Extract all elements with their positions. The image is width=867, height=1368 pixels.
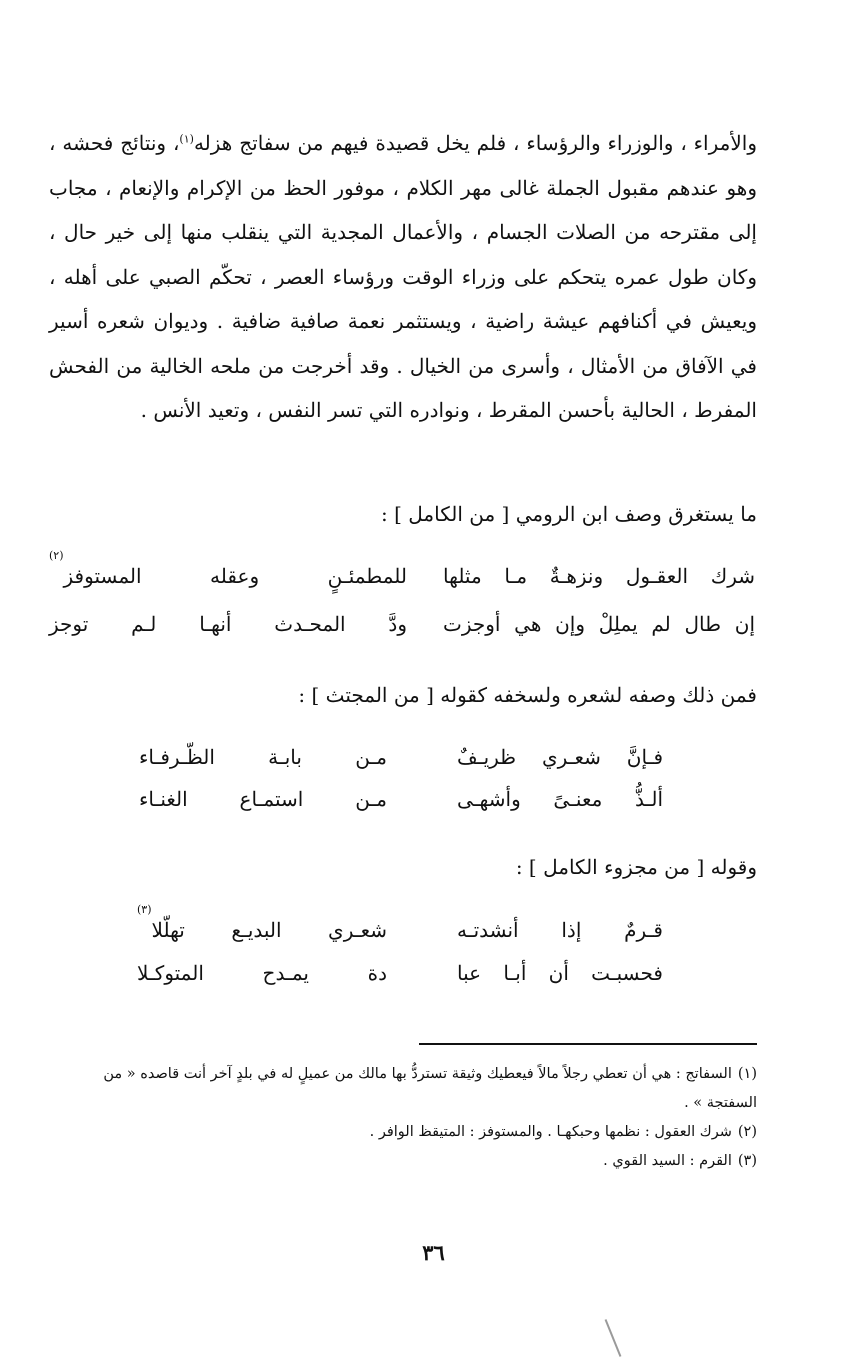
verse-1-line-1-first-hemistich: شرك العقـول ونزهـةٌ مـا مثلها: [443, 564, 755, 588]
footnote-1-text: السفاتج : هي أن تعطي رجلاً مالاً فيعطيك وثيقة تستردُّ بها مالك من عميلٍ له في بلدٍ آخر أنت قاصده « من السفتجة » .: [103, 1066, 757, 1111]
footnote-ref-2[interactable]: (٢): [49, 549, 64, 562]
main-paragraph: [49, 121, 757, 433]
verse-3-line-1: [137, 903, 663, 950]
footnote-ref-1[interactable]: (١): [179, 132, 194, 146]
footnote-1: [49, 1060, 757, 1118]
verse-2-line-1: [139, 737, 663, 777]
verse-2-line-2-second-hemistich: مـن استمـاع الغنـاء: [139, 787, 387, 811]
verse-3-line-2: [137, 953, 663, 993]
verse-2-line-2: [139, 779, 663, 819]
footnote-3-number: (٣): [737, 1153, 757, 1169]
verse-1-line-1-second-text: للمطمئـنٍ وعقله المستوفز: [63, 564, 407, 588]
verse-3-line-2-first-hemistich: فحسبـت أن أبـا عبا: [457, 961, 663, 985]
verse-2-line-1-second-hemistich: مـن بابـة الظّـرفـاء: [139, 745, 387, 769]
page-number: ٣٦: [422, 1240, 445, 1265]
verse-3-line-2-second-hemistich: دة يمـدح المتوكـلا: [137, 961, 387, 985]
footnote-2: [49, 1118, 757, 1147]
verse-2-line-1-first-hemistich: فـإنَّ شعـري ظريـفٌ: [457, 745, 663, 769]
footnotes: [49, 1060, 757, 1176]
footnote-1-number: (١): [737, 1066, 757, 1082]
verse-1-line-1-second-hemistich: [49, 549, 407, 596]
verse-1-line-1: [49, 549, 755, 596]
footnote-3: [49, 1147, 757, 1176]
verse-1-line-2-second-hemistich: ودَّ المحـدث أنهـا لـم توجز: [49, 612, 407, 636]
verse-intro-2: فمن ذلك وصفه لشعره ولسخفه كقوله [ من المجتث ] :: [298, 683, 757, 707]
paragraph-text-rest: ، ونتائج فحشه ، وهو عندهم مقبول الجملة غالى مهر الكلام ، موفور الحظ من الإكرام والإنعام ، مجاب إلى مقترحه من الصلات الجسام ، والأعمال المجدية التي ينقلب منها إلى خير حال ، وكان طول عمره يتحكم على وزراء الوقت ورؤساء العصر ، تحكّم الصبي على أهله ، ويعيش في أكنافهم عيشة راضية ، ويستثمر نعمة صافية ضافية . وديوان شعره أسير في الآفاق من الأمثال ، وأسرى من الخيال . وقد أخرجت من ملحه الخالية من الفحش المفرط ، الحالية بأحسن المقرط ، ونوادره التي تسر النفس ، وتعيد الأنس .: [49, 131, 757, 422]
verse-3-line-1-second-hemistich: [137, 903, 387, 950]
verse-1-line-2: [49, 604, 755, 644]
footnote-separator: [419, 1043, 757, 1045]
verse-3-line-1-second-text: شعـري البديـع تهلّلا: [151, 918, 387, 942]
footnote-ref-3[interactable]: (٣): [137, 903, 152, 916]
footnote-3-text: القرم : السيد القوي .: [603, 1153, 732, 1169]
footnote-2-text: شرك العقول : نظمها وحبكهـا . والمستوفز : المتيقظ الوافر .: [369, 1124, 732, 1140]
verse-intro-3: وقوله [ من مجزوء الكامل ] :: [515, 855, 757, 879]
verse-intro-1: ما يستغرق وصف ابن الرومي [ من الكامل ] :: [380, 502, 757, 526]
footnote-2-number: (٢): [737, 1124, 757, 1140]
pencil-mark: [605, 1319, 622, 1357]
verse-1-line-2-first-hemistich: إن طال لم يملِلْ وإن هي أوجزت: [443, 612, 755, 636]
paragraph-text-start: والأمراء ، والوزراء والرؤساء ، فلم يخل قصيدة فيهم من سفاتج هزله: [193, 131, 757, 155]
verse-2-line-2-first-hemistich: ألـذُّ معنـىً وأشهـى: [457, 787, 663, 811]
verse-3-line-1-first-hemistich: قـرمٌ إذا أنشدتـه: [457, 918, 663, 942]
